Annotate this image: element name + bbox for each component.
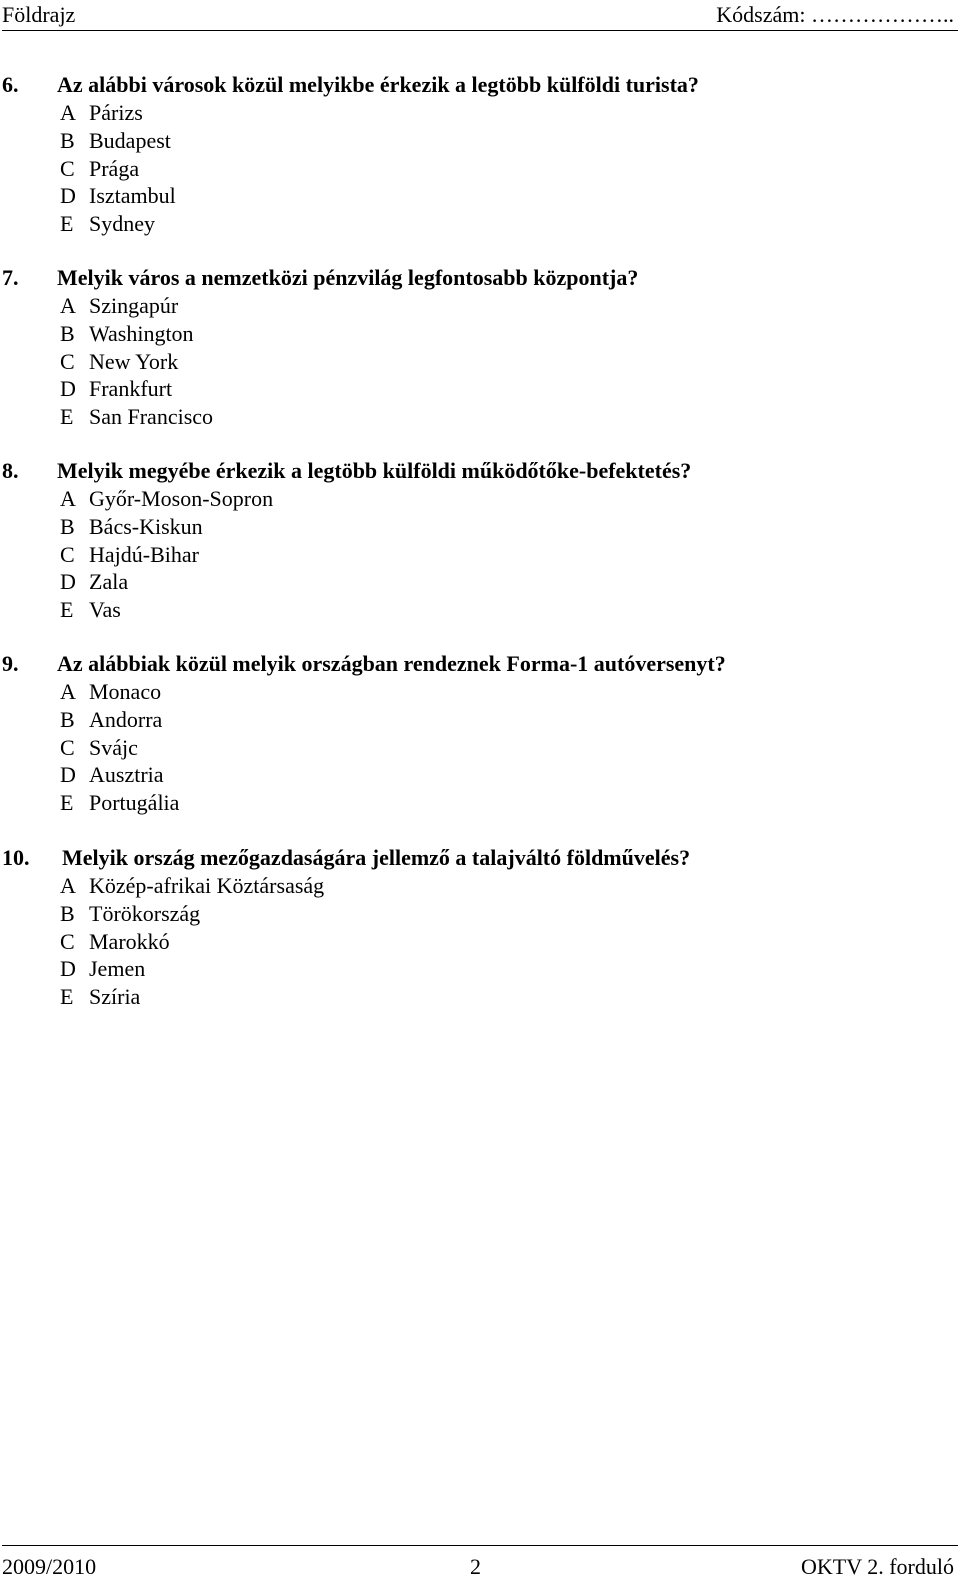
- answer-option: [60, 210, 176, 238]
- answer-options: [60, 99, 176, 238]
- option-text: Bács-Kiskun: [89, 513, 203, 539]
- answer-options: [60, 292, 213, 431]
- option-text: Hajdú-Bihar: [89, 541, 199, 567]
- answer-option: [60, 789, 179, 817]
- answer-options: [60, 678, 179, 817]
- option-letter: E: [60, 404, 74, 430]
- option-letter: D: [60, 183, 76, 209]
- option-letter: C: [60, 734, 75, 760]
- option-text: Zala: [89, 569, 129, 595]
- answer-option: [60, 292, 213, 320]
- option-text: Szingapúr: [89, 293, 179, 318]
- question-title: [2, 265, 638, 291]
- option-letter: A: [60, 100, 76, 125]
- option-text: Közép-afrikai Köztársaság: [89, 873, 325, 898]
- answer-option: [60, 872, 324, 900]
- option-text: New York: [89, 348, 179, 374]
- answer-option: [60, 513, 273, 541]
- question-text: Az alábbiak közül melyik országban rendeznek Forma-1 autóversenyt?: [57, 651, 726, 676]
- option-text: Jemen: [89, 956, 146, 982]
- option-text: Törökország: [89, 900, 201, 926]
- question-text: Melyik város a nemzetközi pénzvilág legfontosabb központja?: [57, 265, 639, 290]
- footer-page-number: 2: [470, 1554, 481, 1579]
- answer-option: [60, 182, 176, 210]
- option-text: Svájc: [89, 734, 138, 760]
- answer-option: [60, 955, 324, 983]
- option-letter: E: [60, 597, 74, 623]
- option-letter: A: [60, 486, 76, 511]
- answer-option: [60, 928, 324, 956]
- footer-competition: OKTV 2. forduló: [801, 1554, 954, 1579]
- answer-options: [60, 485, 273, 624]
- answer-option: [60, 678, 179, 706]
- answer-option: [60, 596, 273, 624]
- option-text: Marokkó: [89, 928, 170, 954]
- option-text: Monaco: [89, 679, 162, 704]
- answer-option: [60, 761, 179, 789]
- header-subject: Földrajz: [2, 2, 76, 27]
- option-text: Budapest: [89, 127, 171, 153]
- option-letter: B: [60, 320, 75, 346]
- option-letter: D: [60, 376, 76, 402]
- option-text: Frankfurt: [89, 376, 173, 402]
- footer-year: 2009/2010: [2, 1554, 97, 1579]
- answer-option: [60, 706, 179, 734]
- answer-option: [60, 155, 176, 183]
- option-text: Portugália: [89, 790, 180, 816]
- question-number: 8.: [2, 458, 19, 483]
- option-letter: B: [60, 127, 75, 153]
- option-letter: D: [60, 762, 76, 788]
- answer-option: [60, 485, 273, 513]
- question-title: [2, 651, 726, 677]
- answer-option: [60, 541, 273, 569]
- option-letter: C: [60, 155, 75, 181]
- question-text: Melyik ország mezőgazdaságára jellemző a talajváltó földművelés?: [62, 845, 691, 870]
- option-letter: E: [60, 790, 74, 816]
- answer-option: [60, 127, 176, 155]
- option-text: Ausztria: [89, 762, 164, 788]
- question-text: Az alábbi városok közül melyikbe érkezik a legtöbb külföldi turista?: [57, 72, 699, 97]
- question-title: [2, 72, 699, 98]
- option-letter: E: [60, 984, 74, 1010]
- question-number: 10.: [2, 845, 30, 870]
- answer-option: [60, 900, 324, 928]
- option-text: Győr-Moson-Sopron: [89, 486, 274, 511]
- option-letter: A: [60, 873, 76, 898]
- option-letter: D: [60, 956, 76, 982]
- option-text: Isztambul: [89, 183, 176, 209]
- option-letter: C: [60, 541, 75, 567]
- answer-option: [60, 403, 213, 431]
- option-text: Washington: [89, 320, 194, 346]
- question-title: [2, 845, 690, 871]
- option-text: Andorra: [89, 706, 163, 732]
- option-letter: B: [60, 706, 75, 732]
- option-text: Szíria: [89, 984, 141, 1010]
- option-text: Sydney: [89, 211, 155, 237]
- question-number: 9.: [2, 651, 19, 676]
- answer-option: [60, 320, 213, 348]
- page-header: [0, 0, 960, 32]
- option-letter: A: [60, 293, 76, 318]
- answer-option: [60, 983, 324, 1011]
- option-text: San Francisco: [89, 404, 214, 430]
- option-text: Vas: [89, 597, 121, 623]
- option-letter: C: [60, 928, 75, 954]
- option-letter: C: [60, 348, 75, 374]
- option-letter: B: [60, 900, 75, 926]
- question-number: 7.: [2, 265, 19, 290]
- question-number: 6.: [2, 72, 19, 97]
- answer-option: [60, 568, 273, 596]
- option-text: Prága: [89, 155, 140, 181]
- header-code-label: Kódszám: ………………..: [716, 2, 954, 27]
- answer-option: [60, 348, 213, 376]
- option-letter: B: [60, 513, 75, 539]
- answer-option: [60, 99, 176, 127]
- header-rule: [2, 30, 958, 31]
- question-text: Melyik megyébe érkezik a legtöbb külföldi működőtőke-befektetés?: [57, 458, 692, 483]
- option-letter: E: [60, 211, 74, 237]
- answer-option: [60, 375, 213, 403]
- question-title: [2, 458, 691, 484]
- answer-options: [60, 872, 324, 1011]
- page-footer: [0, 1545, 960, 1585]
- option-letter: A: [60, 679, 76, 704]
- option-text: Párizs: [89, 100, 143, 125]
- option-letter: D: [60, 569, 76, 595]
- answer-option: [60, 734, 179, 762]
- footer-rule: [2, 1545, 958, 1546]
